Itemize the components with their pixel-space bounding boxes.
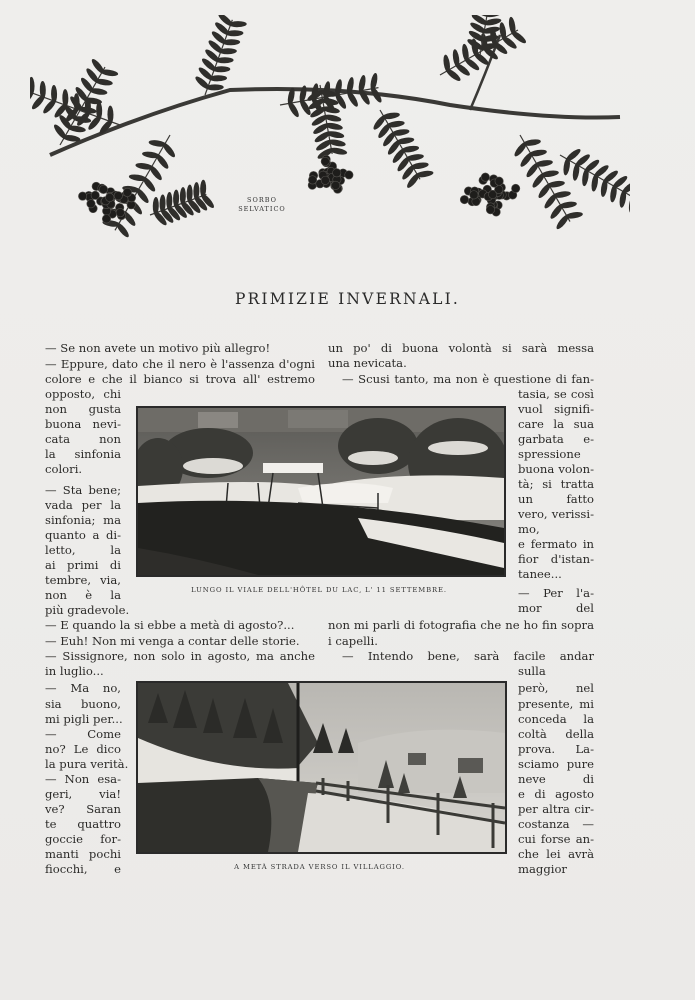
- right-column-line: costanza —: [518, 817, 594, 831]
- left-column-line: — Sissignore, non solo in agosto, ma anche: [45, 649, 315, 663]
- rowan-berry: [102, 215, 110, 223]
- leaflet: [115, 221, 131, 239]
- plant-caption-line-2: SELVATICO: [238, 205, 286, 213]
- left-column-line: — Se non avete un motivo più allegro!: [45, 341, 271, 355]
- right-column-line: buona volon-: [518, 462, 594, 476]
- leaflet: [148, 164, 164, 182]
- left-column-line: — Non esa-: [45, 772, 121, 786]
- left-column-line: ai primi di: [45, 558, 121, 572]
- left-column-line: manti pochi: [45, 847, 121, 861]
- left-column-line: quanto a di-: [45, 528, 121, 542]
- right-column-line: conceda la: [518, 712, 594, 726]
- plant-caption: [232, 196, 292, 214]
- road-photo-image: [138, 683, 505, 852]
- left-column-line: letto, la: [45, 543, 121, 557]
- right-column-line: care la sua: [518, 417, 594, 431]
- right-column-line: mor del: [518, 601, 594, 615]
- right-column-line: tà; si tratta: [518, 477, 594, 491]
- right-column-line: però, nel: [518, 681, 594, 695]
- rowan-berry: [114, 192, 122, 200]
- left-column-line: no? Le dico: [45, 742, 121, 756]
- left-column-line: geri, via!: [45, 787, 121, 801]
- right-column-line: garbata e-: [518, 432, 594, 446]
- right-column-line: sciamo pure: [518, 757, 594, 771]
- right-column-line: neve di: [518, 772, 594, 786]
- left-column-line: vada per la: [45, 498, 121, 512]
- right-column-line: tanee...: [518, 567, 562, 581]
- rowan-berry: [308, 176, 316, 184]
- left-column-line: — Euh! Non mi venga a contar delle storie.: [45, 634, 300, 648]
- right-column-line: per altra cir-: [518, 802, 594, 816]
- left-column-line: buona nevi-: [45, 417, 121, 431]
- left-column-line: opposto, chi: [45, 387, 121, 401]
- right-column-line: e di agosto: [518, 787, 594, 801]
- photo2-caption: A METÀ STRADA VERSO IL VILLAGGIO.: [234, 863, 405, 871]
- leaf-rachis: [520, 135, 570, 222]
- left-column-line: la sinfonia: [45, 447, 121, 461]
- rowan-berry: [495, 177, 503, 185]
- leaflet: [329, 146, 348, 155]
- right-column-line: vero, verissi-: [518, 507, 594, 521]
- rowan-berry: [91, 191, 99, 199]
- rowan-berry: [345, 171, 353, 179]
- right-column-line: fior d'istan-: [518, 552, 594, 566]
- left-column-line: colori.: [45, 462, 83, 476]
- rowan-berry: [333, 169, 341, 177]
- leaflet: [628, 195, 630, 214]
- rowan-berry: [481, 173, 489, 181]
- leaflet: [87, 114, 103, 131]
- leaflet: [135, 187, 151, 205]
- left-column-line: — Eppure, dato che il nero è l'assenza d'ogni: [45, 357, 315, 371]
- rowan-berry: [321, 157, 329, 165]
- left-column-line: tembre, via,: [45, 573, 121, 587]
- leaflet: [30, 93, 46, 110]
- right-column-line: prova. La-: [518, 742, 594, 756]
- left-column-line: — Come: [45, 727, 121, 741]
- garden-photo-image: [138, 408, 504, 575]
- right-column-line: tasia, se così: [518, 387, 594, 401]
- leaflet: [154, 153, 170, 171]
- rowan-berry: [99, 185, 107, 193]
- left-column-line: sia buono,: [45, 697, 121, 711]
- right-column-line: maggior: [518, 862, 567, 876]
- left-column-line: colore e che il bianco si trova all' estremo: [45, 372, 315, 386]
- right-column-line: che lei avrà: [518, 847, 594, 861]
- left-column-line: — Sta bene;: [45, 483, 121, 497]
- right-column-line: non mi parli di fotografia che ne ho fin sopra: [328, 618, 594, 632]
- rowan-berry: [321, 176, 329, 184]
- left-column-line: goccie for-: [45, 832, 121, 846]
- left-column-line: in luglio...: [45, 664, 104, 678]
- right-column-line: i capelli.: [328, 634, 378, 648]
- right-column-line: — Per l'a-: [518, 586, 594, 600]
- right-column-line: cui forse an-: [518, 832, 594, 846]
- left-column-line: te quattro: [45, 817, 121, 831]
- rowan-berry: [331, 181, 339, 189]
- left-column-line: non gusta: [45, 402, 121, 416]
- right-column-line: — Intendo bene, sarà facile andar: [342, 649, 594, 663]
- leaflet: [41, 98, 57, 115]
- left-column-line: sinfonia; ma: [45, 513, 121, 527]
- right-column-line: un po' di buona volontà si sarà messa: [328, 341, 594, 355]
- rowan-berry: [78, 192, 86, 200]
- leaflet: [141, 175, 157, 193]
- photo-road-village: [136, 681, 507, 854]
- left-column-line: ve? Saran: [45, 802, 121, 816]
- right-column-line: spressione: [518, 447, 581, 461]
- rowan-berry: [486, 206, 494, 214]
- leaf-rachis: [205, 20, 232, 95]
- article-title: PRIMIZIE INVERNALI.: [234, 290, 461, 308]
- rowan-branch-illustration: [30, 15, 630, 295]
- rowan-berry: [116, 208, 124, 216]
- right-column-line: — Scusi tanto, ma non è questione di fan-: [342, 372, 594, 386]
- leaflet: [161, 141, 177, 159]
- left-column-line: — Ma no,: [45, 681, 121, 695]
- rowan-berry: [470, 191, 478, 199]
- left-column-line: — E quando la si ebbe a metà di agosto?...: [45, 618, 295, 632]
- left-column-line: più gradevole.: [45, 603, 130, 617]
- right-column-line: un fatto: [518, 492, 594, 506]
- left-column-line: non è la: [45, 588, 121, 602]
- plant-caption-line-1: SORBO: [247, 196, 277, 204]
- rowan-berry: [106, 193, 114, 201]
- right-column-line: vuol signifi-: [518, 402, 594, 416]
- left-column-line: mi pigli per...: [45, 712, 123, 726]
- right-column-line: mo,: [518, 522, 540, 536]
- right-column-line: coltà della: [518, 727, 594, 741]
- right-column-line: una nevicata.: [328, 356, 407, 370]
- left-column-line: la pura verità.: [45, 757, 129, 771]
- right-column-line: e fermato in: [518, 537, 594, 551]
- left-column-line: fiocchi, e: [45, 862, 121, 876]
- photo-garden-snow: [136, 406, 506, 577]
- right-column-line: sulla: [518, 664, 546, 678]
- rowan-berry: [123, 188, 131, 196]
- rowan-berry: [87, 200, 95, 208]
- rowan-berry: [511, 184, 519, 192]
- rowan-berry: [460, 195, 468, 203]
- photo1-caption: LUNGO IL VIALE DELL'HÔTEL DU LAC, L' 11 SETTEMBRE.: [191, 586, 447, 594]
- left-column-line: cata non: [45, 432, 121, 446]
- right-column-line: presente, mi: [518, 697, 594, 711]
